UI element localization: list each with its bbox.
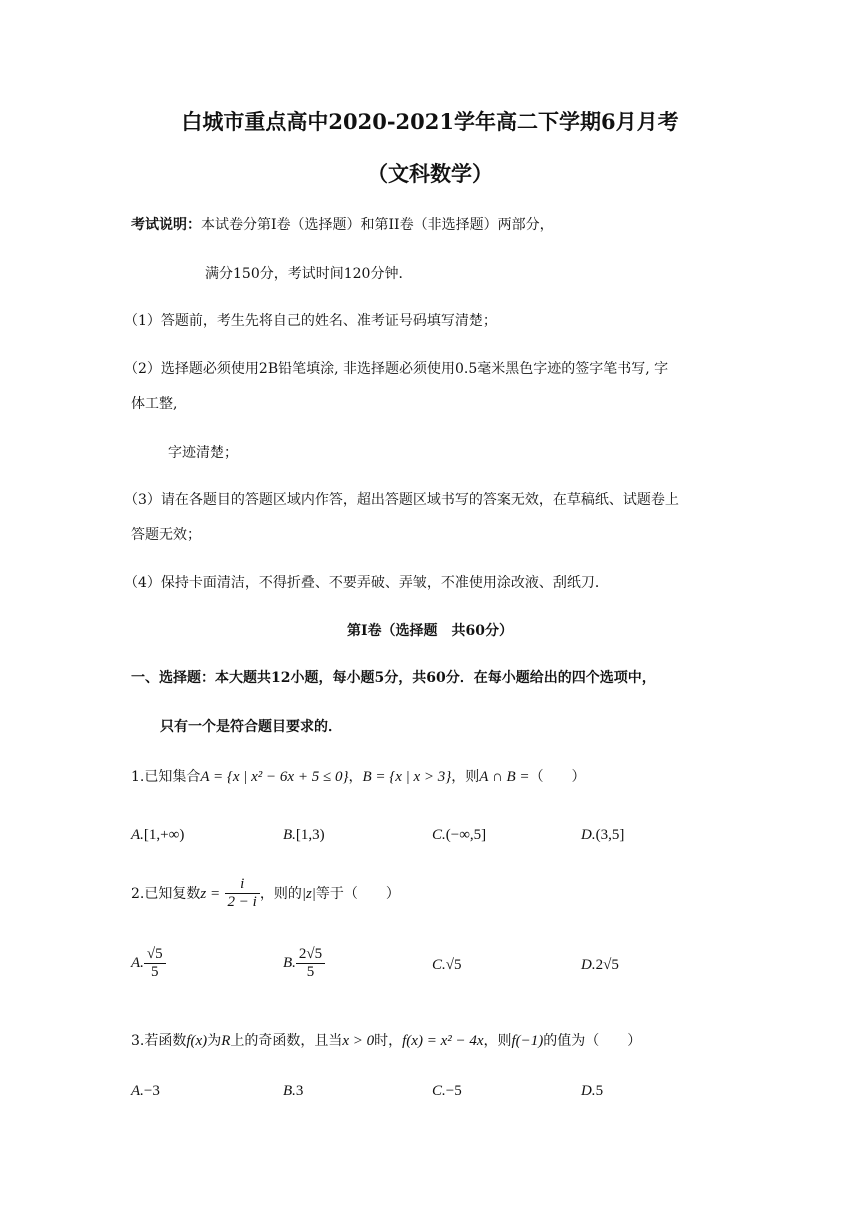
option-label: D. [581, 827, 596, 843]
instructions-line-2: 满分150分，考试时间120分钟． [205, 266, 413, 282]
option-value: 2√5 [595, 957, 619, 973]
option-value: [1,3) [295, 827, 325, 843]
real-set-r: R [221, 1033, 231, 1049]
instructions-item-3b: 答题无效； [131, 527, 201, 543]
question-2-suffix: 等于（ ） [315, 885, 400, 902]
separator: ， [348, 769, 363, 785]
option-label: C. [432, 1083, 446, 1099]
question-3-option-c[interactable] [432, 1083, 462, 1100]
section-description-1: 一、选择题：本大题共12小题，每小题5分，共60分．在每小题给出的四个选项中， [131, 670, 656, 686]
question-2 [131, 876, 400, 912]
question-3-option-b[interactable] [283, 1083, 303, 1100]
option-label: A. [131, 827, 144, 843]
question-3 [131, 1030, 641, 1050]
question-3-suffix: 的值为（ ） [543, 1033, 642, 1049]
option-label: B. [283, 955, 296, 972]
instructions-item-2c: 字迹清楚； [168, 445, 238, 461]
text-segment: ，则 [483, 1033, 512, 1049]
question-2-prefix: 2.已知复数 [131, 885, 201, 902]
option-value: √5 [445, 957, 462, 973]
question-2-option-b[interactable] [283, 946, 325, 982]
fraction-denominator: 5 [151, 964, 159, 981]
instructions-text-1: 本试卷分第I卷（选择题）和第II卷（非选择题）两部分， [201, 217, 554, 233]
option-value: 3 [295, 1083, 304, 1099]
instructions-item-4: （4）保持卡面清洁，不得折叠、不要弄破、弄皱，不准使用涂改液、刮纸刀． [124, 575, 609, 591]
instructions-item-2b: 体工整, [131, 396, 178, 412]
question-1-then: ，则 [451, 769, 480, 785]
abs-z: |z| [301, 885, 316, 902]
question-3-option-d[interactable] [581, 1083, 603, 1100]
option-value: −5 [445, 1083, 462, 1099]
question-3-prefix: 3.若函数 [131, 1033, 187, 1049]
option-label: A. [131, 955, 144, 972]
question-2-option-d[interactable] [581, 957, 619, 974]
instructions-item-1: （1）答题前，考生先将自己的姓名、准考证号码填写清楚； [124, 313, 497, 329]
question-2-mid: ，则的 [259, 885, 302, 902]
instructions-item-3a: （3）请在各题目的答题区域内作答，超出答题区域书写的答案无效，在草稿纸、试题卷上 [124, 492, 679, 508]
text-segment: 上的奇函数，且当 [230, 1033, 343, 1049]
option-label: A. [131, 1083, 144, 1099]
question-1-prefix: 1.已知集合 [131, 769, 201, 785]
function-definition: f(x) = x² − 4x [402, 1033, 484, 1049]
function-f-of-x: f(x) [186, 1033, 208, 1049]
option-value: (3,5] [595, 827, 625, 843]
option-value: 5 [595, 1083, 604, 1099]
option-label: C. [432, 827, 446, 843]
z-equals: z = [200, 885, 221, 902]
fraction-numerator: 2√5 [296, 946, 325, 964]
fraction-numerator: i [225, 876, 260, 894]
option-label: D. [581, 1083, 596, 1099]
fraction-denominator: 5 [306, 964, 315, 981]
set-a-expression: A = {x | x² − 6x + 5 ≤ 0} [200, 769, 349, 785]
option-label: C. [432, 957, 446, 973]
instructions-item-2a: （2）选择题必须使用2B铅笔填涂, 非选择题必须使用0.5毫米黑色字迹的签字笔书写, 字 [124, 361, 669, 377]
instructions-line-1 [131, 214, 554, 234]
question-1-option-a[interactable] [131, 827, 184, 844]
question-1-option-c[interactable] [432, 827, 486, 844]
question-1 [131, 766, 586, 786]
option-value: (−∞,5] [445, 827, 487, 843]
question-3-option-a[interactable] [131, 1083, 160, 1100]
text-segment: 时， [374, 1033, 403, 1049]
page-subtitle: （文科数学） [367, 161, 493, 186]
question-1-option-b[interactable] [283, 827, 325, 844]
f-of-minus-one: f(−1) [511, 1033, 544, 1049]
fraction-denominator: 2 − i [227, 894, 257, 911]
section-heading: 第I卷（选择题 共60分） [346, 623, 514, 639]
option-label: B. [283, 1083, 296, 1099]
option-fraction [144, 946, 166, 982]
option-label: B. [283, 827, 296, 843]
condition-x-positive: x > 0 [342, 1033, 375, 1049]
question-2-option-a[interactable] [131, 946, 166, 982]
set-b-expression: B = {x | x > 3} [362, 769, 452, 785]
section-description-2: 只有一个是符合题目要求的． [160, 719, 342, 735]
option-value: [1,+∞) [143, 827, 185, 843]
option-fraction [296, 946, 325, 982]
page-title: 白城市重点高中2020-2021学年高二下学期6月月考 [181, 109, 679, 134]
question-2-option-c[interactable] [432, 957, 462, 974]
text-segment: 为 [207, 1033, 222, 1049]
option-label: D. [581, 957, 596, 973]
fraction-numerator: √5 [144, 946, 166, 964]
question-1-option-d[interactable] [581, 827, 624, 844]
fraction-i-over-2-minus-i [225, 876, 260, 912]
intersection-expression: A ∩ B = [479, 769, 530, 785]
instructions-label: 考试说明： [131, 217, 201, 233]
option-value: −3 [143, 1083, 160, 1099]
answer-parenthesis: （ ） [529, 769, 586, 785]
